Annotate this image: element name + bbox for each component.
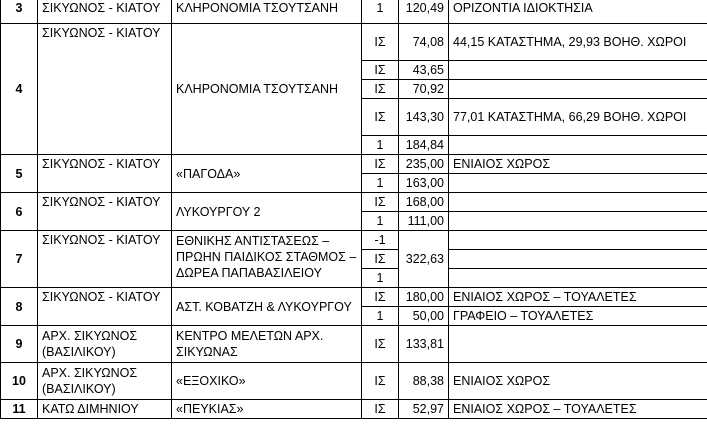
floor-cell: 1 — [362, 0, 399, 24]
municipality-text: ΣΙΚΥΩΝΟΣ - ΚΙΑΤΟΥ — [42, 233, 161, 247]
area-cell: 50,00 — [399, 307, 449, 326]
floor-cell: ΙΣ — [362, 80, 399, 99]
municipality-cell: ΑΡΧ. ΣΙΚΥΩΝΟΣ (ΒΑΣΙΛΙΚΟΥ) — [38, 363, 172, 400]
floor-cell: -1 — [362, 231, 399, 250]
use-cell — [449, 61, 707, 80]
use-cell — [449, 136, 707, 155]
municipality-cell — [38, 24, 172, 155]
table-row — [1, 0, 707, 24]
row-number: 7 — [1, 231, 38, 288]
table-row — [1, 326, 707, 363]
area-cell: 322,63 — [399, 231, 449, 288]
table-row — [1, 288, 707, 307]
row-number: 8 — [1, 288, 38, 326]
property-cell — [172, 231, 362, 288]
municipality-cell: ΚΑΤΩ ΔΙΜΗΝΙΟΥ — [38, 400, 172, 419]
floor-cell: ΙΣ — [362, 61, 399, 80]
municipality-cell: ΑΡΧ. ΣΙΚΥΩΝΟΣ (ΒΑΣΙΛΙΚΟΥ) — [38, 326, 172, 363]
use-cell — [449, 212, 707, 231]
area-cell: 235,00 — [399, 155, 449, 174]
floor-cell: 1 — [362, 212, 399, 231]
floor-cell: ΙΣ — [362, 363, 399, 400]
use-cell: 44,15 ΚΑΤΑΣΤΗΜΑ, 29,93 ΒΟΗΘ. ΧΩΡΟΙ — [449, 24, 707, 61]
area-cell: 163,00 — [399, 174, 449, 193]
area-cell: 184,84 — [399, 136, 449, 155]
property-cell: ΑΣΤ. ΚΟΒΑΤΖΗ & ΛΥΚΟΥΡΓΟΥ — [172, 288, 362, 326]
municipality-text: ΣΙΚΥΩΝΟΣ - ΚΙΑΤΟΥ — [42, 26, 161, 40]
area-cell: 133,81 — [399, 326, 449, 363]
property-cell: ΛΥΚΟΥΡΓΟΥ 2 — [172, 193, 362, 231]
property-cell: «ΠΕΥΚΙΑΣ» — [172, 400, 362, 419]
floor-cell: ΙΣ — [362, 326, 399, 363]
area-cell: 120,49 — [399, 0, 449, 24]
floor-cell: ΙΣ — [362, 400, 399, 419]
floor-cell: 1 — [362, 307, 399, 326]
area-cell: 180,00 — [399, 288, 449, 307]
property-text: ΕΘΝΙΚΗΣ ΑΝΤΙΣΤΑΣΕΩΣ – ΠΡΩΗΝ ΠΑΙΔΙΚΟΣ ΣΤΑΘΜΟΣ – ΔΩΡΕΑ ΠΑΠΑΒΑΣΙΛΕΙΟΥ — [176, 234, 357, 280]
municipality-cell — [38, 193, 172, 231]
use-cell: ΕΝΙΑΙΟΣ ΧΩΡΟΣ – ΤΟΥΑΛΕΤΕΣ — [449, 400, 707, 419]
property-cell: «ΠΑΓΟΔΑ» — [172, 155, 362, 193]
municipality-text: ΣΙΚΥΩΝΟΣ - ΚΙΑΤΟΥ — [42, 290, 161, 304]
floor-cell: ΙΣ — [362, 24, 399, 61]
row-number: 3 — [1, 0, 38, 24]
table-row — [1, 24, 707, 61]
row-number: 5 — [1, 155, 38, 193]
floor-cell: ΙΣ — [362, 288, 399, 307]
use-cell — [449, 250, 707, 269]
use-cell — [449, 326, 707, 363]
table-row — [1, 193, 707, 212]
municipality-cell — [38, 155, 172, 193]
property-cell: ΚΛΗΡΟΝΟΜΙΑ ΤΣΟΥΤΣΑΝΗ — [172, 0, 362, 24]
table-row — [1, 363, 707, 400]
row-number: 9 — [1, 326, 38, 363]
property-cell: ΚΛΗΡΟΝΟΜΙΑ ΤΣΟΥΤΣΑΝΗ — [172, 24, 362, 155]
use-cell: 77,01 ΚΑΤΑΣΤΗΜΑ, 66,29 ΒΟΗΘ. ΧΩΡΟΙ — [449, 99, 707, 136]
area-cell: 111,00 — [399, 212, 449, 231]
row-number: 4 — [1, 24, 38, 155]
floor-cell: 1 — [362, 269, 399, 288]
area-cell: 74,08 — [399, 24, 449, 61]
table-row — [1, 155, 707, 174]
area-cell: 52,97 — [399, 400, 449, 419]
municipality-text: ΣΙΚΥΩΝΟΣ - ΚΙΑΤΟΥ — [42, 157, 161, 171]
use-cell — [449, 231, 707, 250]
municipality-cell — [38, 231, 172, 288]
floor-cell: 1 — [362, 136, 399, 155]
floor-cell: ΙΣ — [362, 250, 399, 269]
municipality-cell — [38, 288, 172, 326]
property-cell: ΚΕΝΤΡΟ ΜΕΛΕΤΩΝ ΑΡΧ. ΣΙΚΥΩΝΑΣ — [172, 326, 362, 363]
area-cell: 88,38 — [399, 363, 449, 400]
use-cell: ΕΝΙΑΙΟΣ ΧΩΡΟΣ – ΤΟΥΑΛΕΤΕΣ — [449, 288, 707, 307]
row-number: 10 — [1, 363, 38, 400]
area-cell: 143,30 — [399, 99, 449, 136]
table-row — [1, 231, 707, 250]
area-cell: 168,00 — [399, 193, 449, 212]
use-cell — [449, 80, 707, 99]
use-cell — [449, 269, 707, 288]
use-cell: ΟΡΙΖΟΝΤΙΑ ΙΔΙΟΚΤΗΣΙΑ — [449, 0, 707, 24]
floor-cell: ΙΣ — [362, 193, 399, 212]
use-cell: ΕΝΙΑΙΟΣ ΧΩΡΟΣ — [449, 363, 707, 400]
row-number: 11 — [1, 400, 38, 419]
row-number: 6 — [1, 193, 38, 231]
floor-cell: ΙΣ — [362, 99, 399, 136]
area-cell: 43,65 — [399, 61, 449, 80]
property-cell: «ΕΞΟΧΙΚΟ» — [172, 363, 362, 400]
area-cell: 70,92 — [399, 80, 449, 99]
municipality-cell: ΣΙΚΥΩΝΟΣ - ΚΙΑΤΟΥ — [38, 0, 172, 24]
floor-cell: 1 — [362, 174, 399, 193]
municipality-text: ΣΙΚΥΩΝΟΣ - ΚΙΑΤΟΥ — [42, 195, 161, 209]
table-row — [1, 400, 707, 419]
floor-cell: ΙΣ — [362, 155, 399, 174]
use-cell: ΓΡΑΦΕΙΟ – ΤΟΥΑΛΕΤΕΣ — [449, 307, 707, 326]
use-cell: ΕΝΙΑΙΟΣ ΧΩΡΟΣ — [449, 155, 707, 174]
use-cell — [449, 193, 707, 212]
use-cell — [449, 174, 707, 193]
